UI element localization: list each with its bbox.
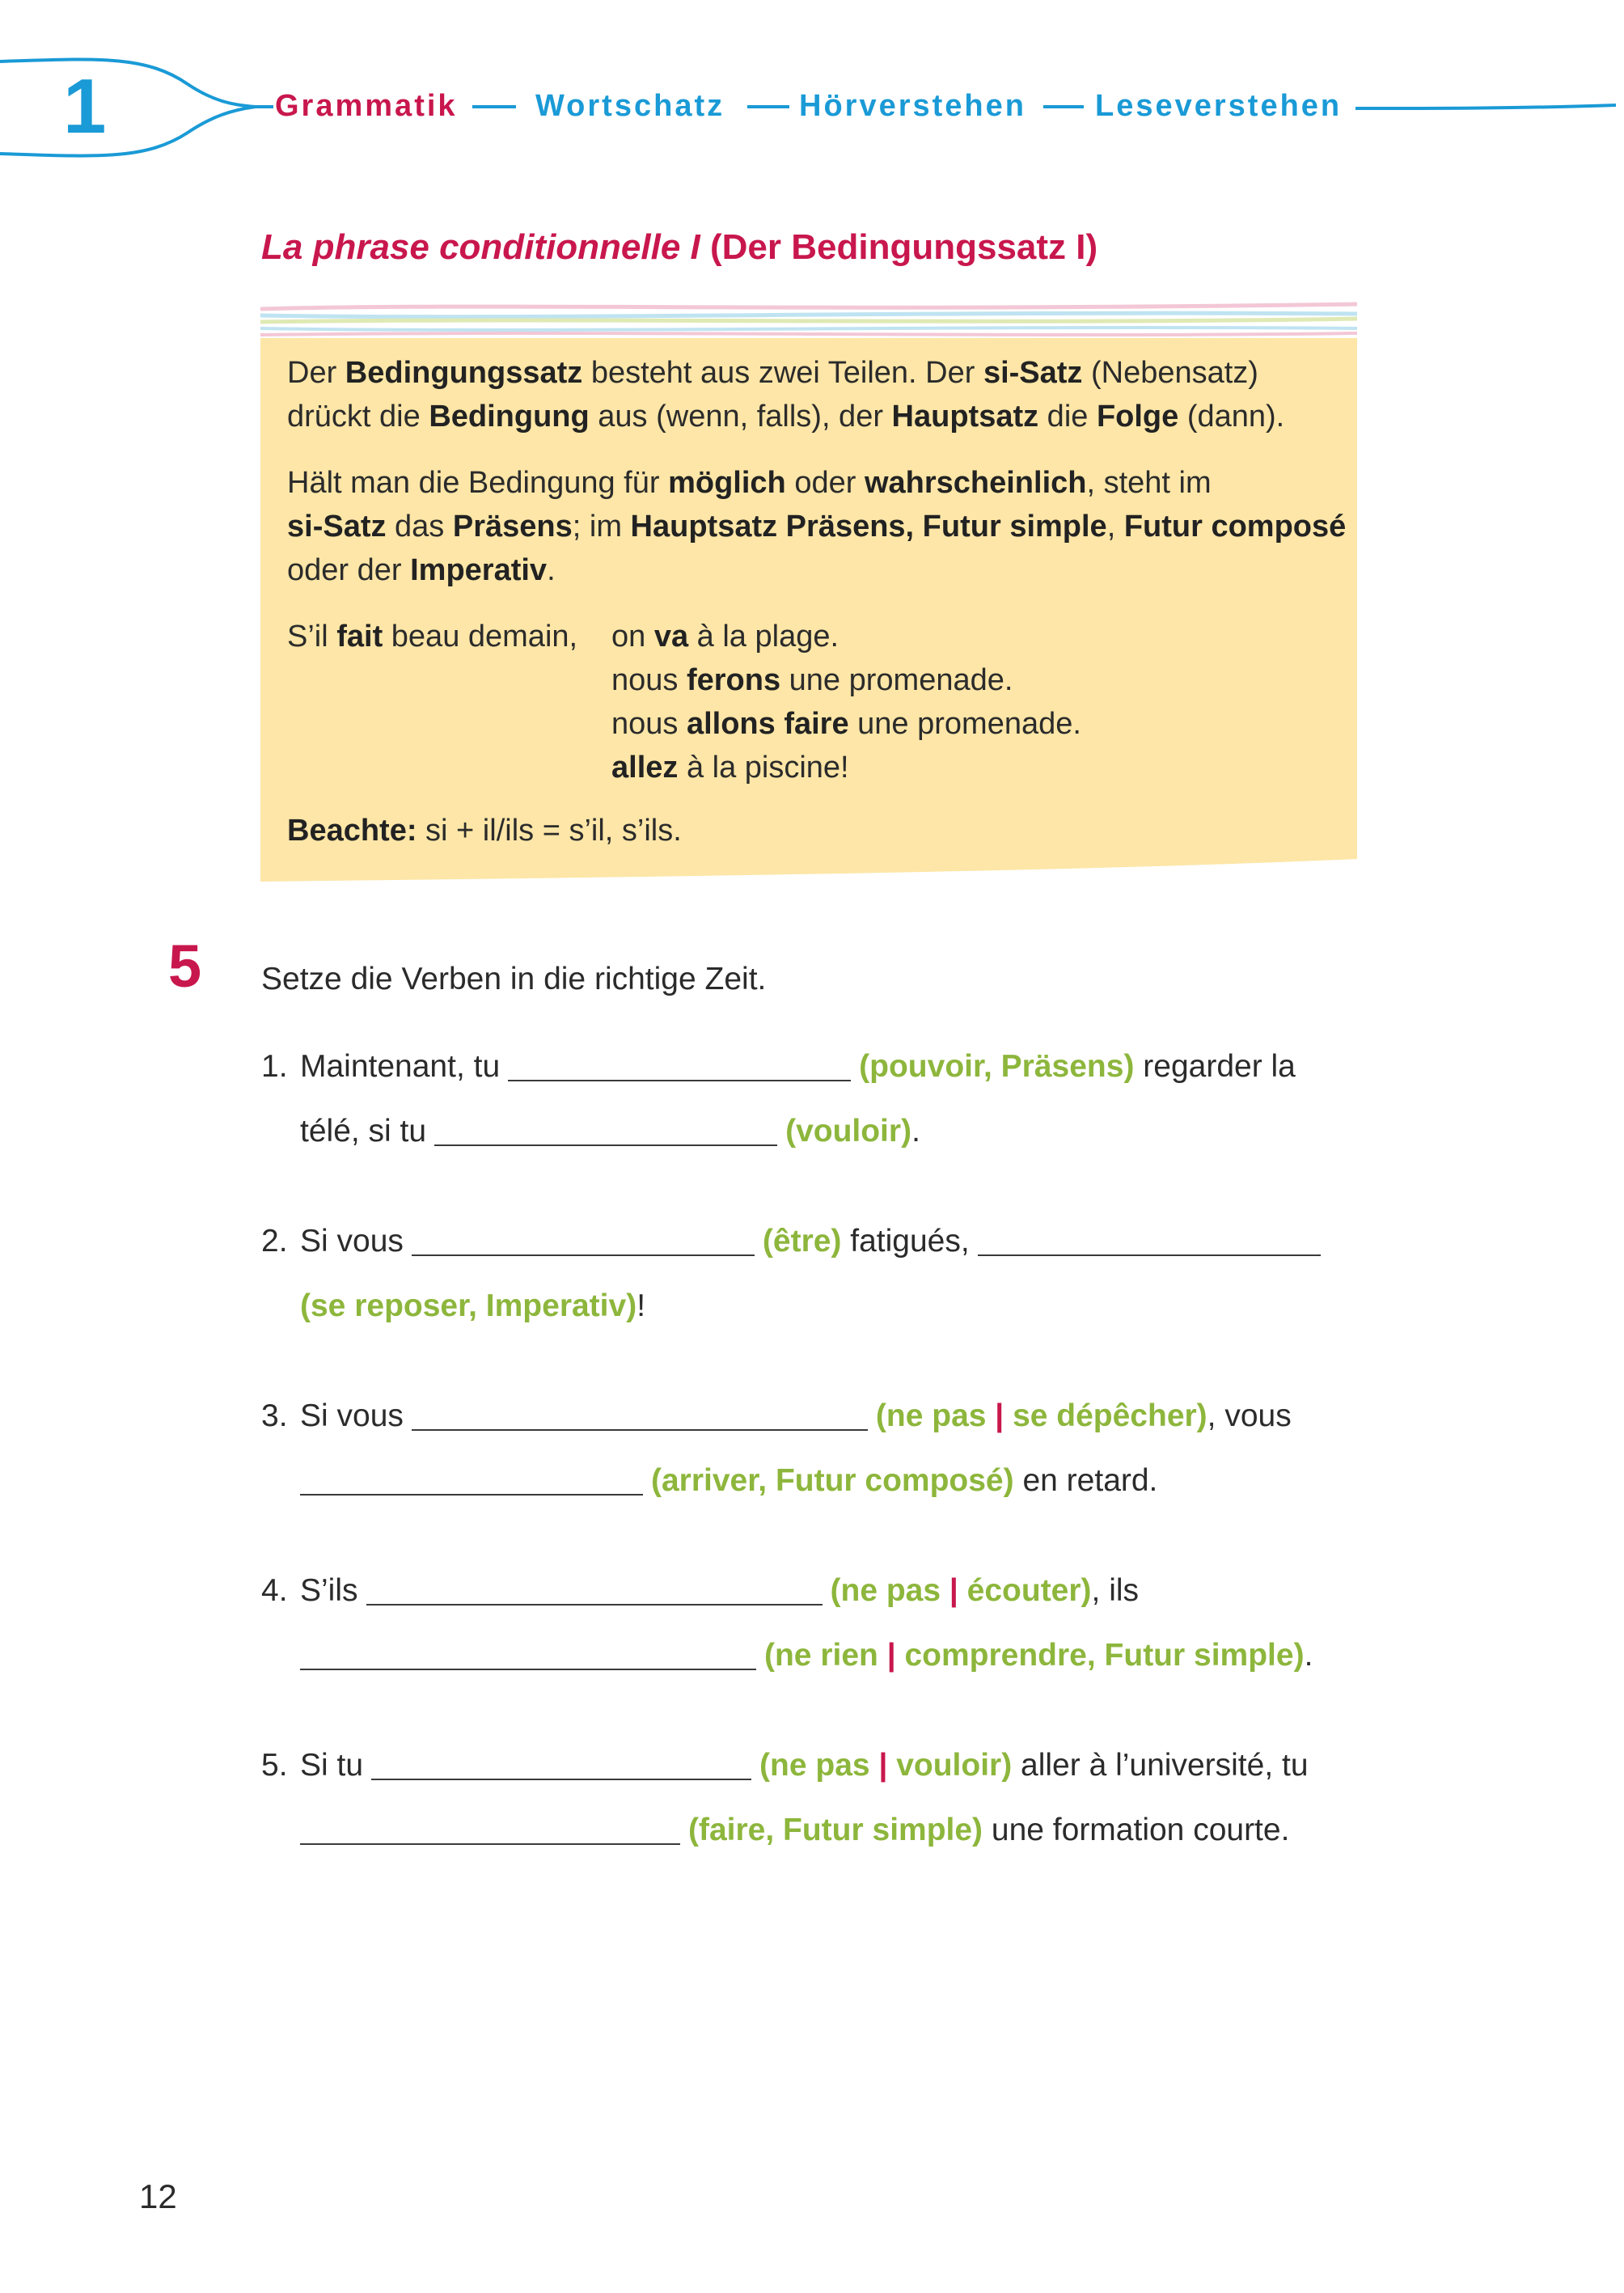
nav-grammatik[interactable]: Grammatik bbox=[275, 89, 458, 123]
grammar-note: Beachte: si + il/ils = s’il, s’ils. bbox=[287, 814, 682, 848]
answer-blank[interactable] bbox=[371, 1749, 751, 1780]
example-result: on va à la plage. bbox=[611, 620, 839, 654]
grammar-line: oder der Imperativ. bbox=[287, 553, 556, 587]
exercise-item-4-line-1: 4. S’ils (ne pas | écouter), ils bbox=[261, 1573, 1140, 1608]
exercise-item-1-line-1: 1. Maintenant, tu (pouvoir, Präsens) regarder la bbox=[261, 1049, 1296, 1084]
exercise-item-5-line-2: (faire, Futur simple) une formation courte. bbox=[292, 1812, 1289, 1850]
answer-blank[interactable] bbox=[300, 1465, 643, 1496]
grammar-line: drückt die Bedingung aus (wenn, falls), der Hauptsatz die Folge (dann). bbox=[287, 400, 1285, 434]
section-title-german: (Der Bedingungssatz I) bbox=[710, 227, 1098, 267]
nav-leseverstehen[interactable]: Leseverstehen bbox=[1095, 89, 1343, 123]
exercise-item-5-line-1: 5. Si tu (ne pas | vouloir) aller à l’université, tu bbox=[261, 1748, 1309, 1783]
exercise-number: 5 bbox=[168, 933, 202, 1000]
page-number: 12 bbox=[139, 2177, 177, 2215]
grammar-paragraph-1 bbox=[287, 351, 1284, 438]
nav-wortschatz[interactable]: Wortschatz bbox=[535, 89, 725, 123]
answer-blank[interactable] bbox=[366, 1575, 823, 1606]
grammar-line: si-Satz das Präsens; im Hauptsatz Präsens, Futur simple, Futur composé bbox=[287, 510, 1347, 544]
header-decoration bbox=[0, 0, 1624, 162]
chapter-number: 1 bbox=[63, 63, 107, 150]
answer-blank[interactable] bbox=[300, 1639, 756, 1670]
answer-blank[interactable] bbox=[434, 1115, 777, 1146]
example-result: allez à la piscine! bbox=[611, 751, 849, 785]
example-result: nous allons faire une promenade. bbox=[611, 707, 1081, 741]
answer-blank[interactable] bbox=[412, 1400, 868, 1431]
answer-blank[interactable] bbox=[412, 1225, 755, 1256]
exercise-item-3-line-1: 3. Si vous (ne pas | se dépêcher), vous bbox=[261, 1398, 1292, 1433]
answer-blank[interactable] bbox=[300, 1814, 680, 1845]
exercise-item-2-line-2: (se reposer, Imperativ)! bbox=[300, 1288, 646, 1323]
exercise-item-3-line-2: (arriver, Futur composé) en retard. bbox=[292, 1462, 1157, 1500]
exercise-item-2-line-1: 2. Si vous (être) fatigués, bbox=[261, 1223, 1329, 1261]
section-title bbox=[261, 226, 1097, 269]
nav-hoerverstehen[interactable]: Hörverstehen bbox=[799, 89, 1026, 123]
answer-blank[interactable] bbox=[978, 1225, 1321, 1256]
grammar-line: Der Bedingungssatz besteht aus zwei Teilen. Der si-Satz (Nebensatz) bbox=[287, 356, 1258, 390]
grammar-line: Hält man die Bedingung für möglich oder wahrscheinlich, steht im bbox=[287, 466, 1212, 500]
example-result: nous ferons une promenade. bbox=[611, 663, 1013, 697]
grammar-example-results bbox=[611, 615, 1081, 789]
exercise-item-1-line-2: télé, si tu (vouloir). bbox=[300, 1114, 920, 1149]
exercise-item-4-line-2: (ne rien | comprendre, Futur simple). bbox=[292, 1637, 1313, 1675]
grammar-example-condition: S’il fait beau demain, bbox=[287, 620, 578, 654]
grammar-paragraph-2 bbox=[287, 461, 1346, 592]
exercise-instruction: Setze die Verben in die richtige Zeit. bbox=[261, 962, 767, 996]
answer-blank[interactable] bbox=[508, 1051, 851, 1081]
section-title-french: La phrase conditionnelle I bbox=[261, 227, 700, 267]
